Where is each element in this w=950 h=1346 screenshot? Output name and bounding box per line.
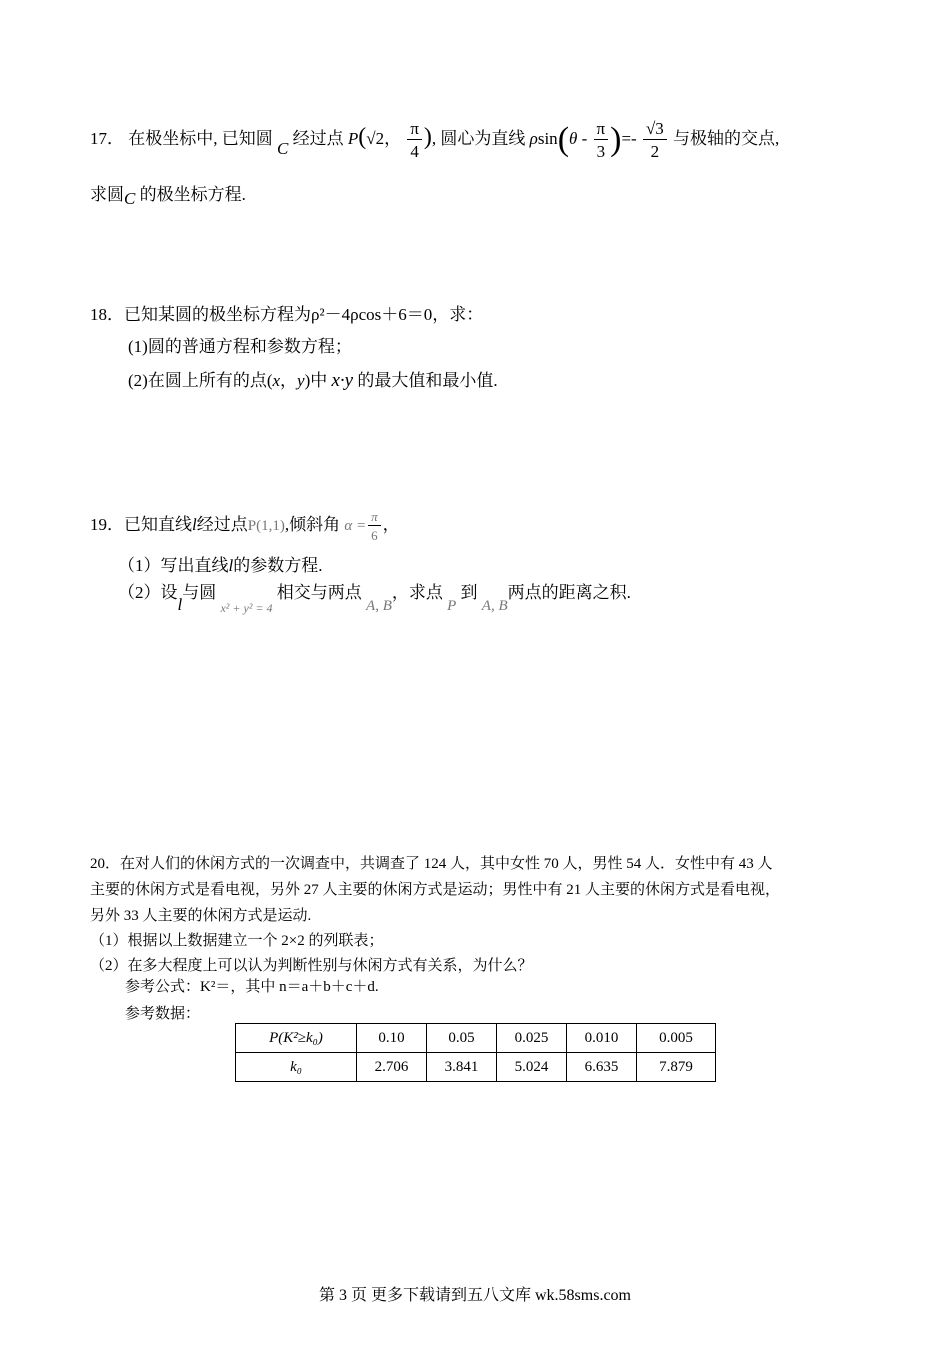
q20-formula: 参考公式：K²＝，其中 n＝a＋b＋c＋d. [125, 979, 379, 995]
q20-part-2: （2）在多大程度上可以认为判断性别与休闲方式有关系，为什么？ [90, 958, 533, 974]
table-row [236, 1053, 716, 1082]
q19-part-1: （1）写出直线l的参数方程. [118, 556, 323, 575]
table-cell: 0.005 [637, 1024, 716, 1053]
q20-line-1: 20．在对人们的休闲方式的一次调查中，共调查了 124 人，其中女性 70 人，男性 54 人．女性中有 43 人 [90, 856, 773, 872]
q19-stem: 19．已知直线l经过点P(1,1),倾斜角 α = $\frac{\pi}{6}$ ， [90, 509, 400, 544]
q17-sqrt3-over-2: $\frac{√3}{2}$ [643, 120, 667, 160]
q20-line-2: 主要的休闲方式是看电视，另外 27 人主要的休闲方式是运动；男性中有 21 人主要的休闲方式是看电视， [90, 882, 781, 898]
page-footer: 第 3 页 更多下载请到五八文库 wk.58sms.com [318, 1287, 631, 1304]
table-row [236, 1024, 716, 1053]
table-cell: 6.635 [567, 1053, 637, 1082]
q19-part-2: （2）设l与圆 $_{x^2 + y^2 = 4}$ 相交与两点 A, B，求点 P 到 A, B两点的距离之积. [118, 583, 631, 615]
table-cell: 3.841 [427, 1053, 497, 1082]
q20-line-3: 另外 33 人主要的休闲方式是运动. [90, 908, 312, 924]
table-cell: 0.05 [427, 1024, 497, 1053]
table-cell: 0.025 [497, 1024, 567, 1053]
q18-stem: 18．已知某圆的极坐标方程为ρ²－4ρcos＋6＝0，求： [90, 305, 484, 324]
table-cell: 7.879 [637, 1053, 716, 1082]
q17-pi-over-4: $\frac{\pi}{4}$ [407, 120, 422, 160]
table-cell: 2.706 [357, 1053, 427, 1082]
q17-pi-over-3: $\frac{\pi}{3}$ [594, 120, 609, 160]
table-cell: k₀ [236, 1053, 357, 1082]
q18-part-1: (1)圆的普通方程和参数方程； [128, 337, 352, 356]
q18-part-2: (2)在圆上所有的点(x，y)中 x·y 的最大值和最小值. [128, 370, 498, 391]
table-cell: 0.10 [357, 1024, 427, 1053]
q20-part-1: （1）根据以上数据建立一个 2×2 的列联表； [90, 933, 384, 949]
reference-table [235, 1023, 716, 1082]
q17-line-2: 求圆C 的极坐标方程. [90, 185, 246, 208]
q19-pi-over-6: $\frac{\pi}{6}$ [368, 510, 381, 542]
q20-ref-label: 参考数据： [125, 1006, 201, 1022]
table-cell: 0.010 [567, 1024, 637, 1053]
table-cell: P(K²≥k₀) [236, 1024, 357, 1053]
table-cell: 5.024 [497, 1053, 567, 1082]
q17-line-1: 17． 在极坐标中, 已知圆 C 经过点 P(√2， $\frac{\pi}{4}$ ), 圆心为直线 ρsin(θ - $\frac{\pi}{3}$ )=- $\frac{√3}{2}$ 与极轴的交点, [90, 119, 780, 161]
